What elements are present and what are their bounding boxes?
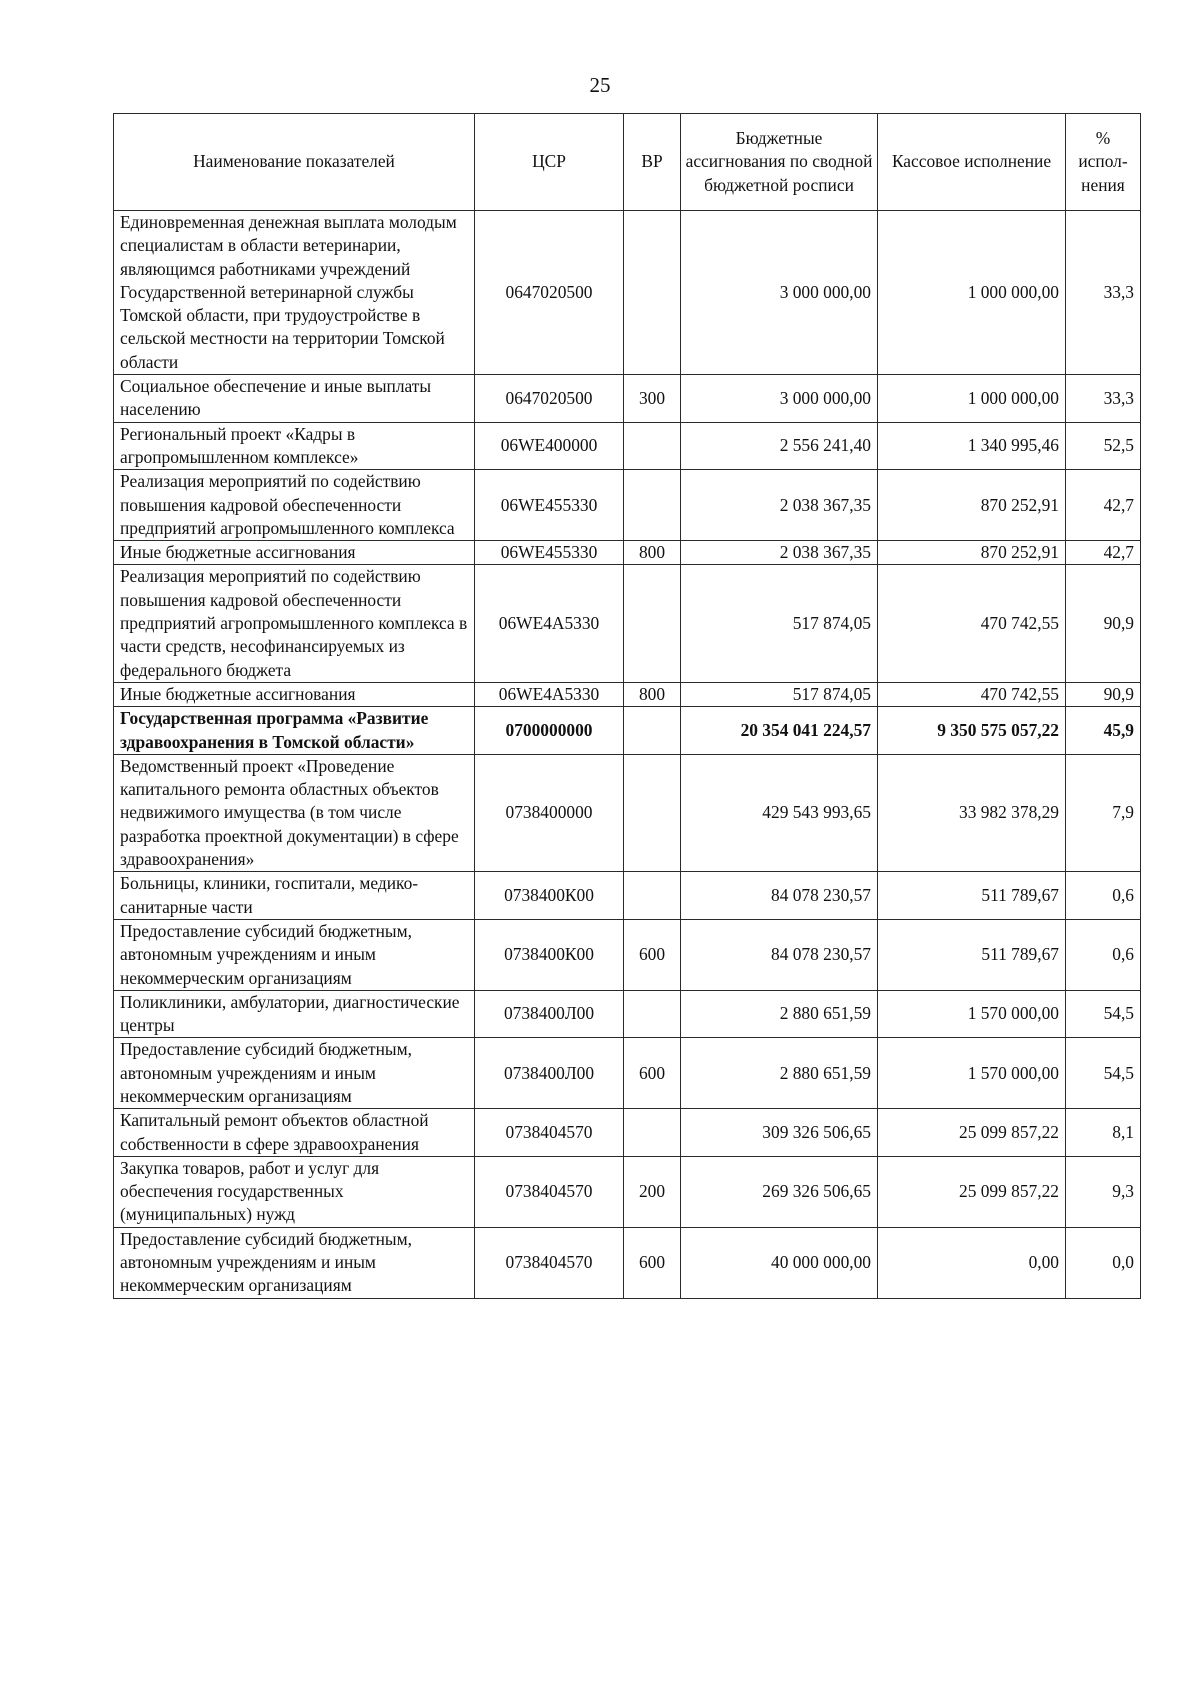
table-row <box>114 754 1141 871</box>
row-pct: 9,3 <box>1066 1156 1141 1227</box>
row-name: Иные бюджетные ассигнования <box>114 541 475 565</box>
row-csr: 0738404570 <box>475 1156 624 1227</box>
row-cash: 9 350 575 057,22 <box>878 707 1066 755</box>
row-budget: 3 000 000,00 <box>681 375 878 423</box>
row-name: Предоставление субсидий бюджетным, автономным учреждениям и иным некоммерческим организациям <box>114 1038 475 1109</box>
row-vr <box>624 1109 681 1157</box>
row-cash: 0,00 <box>878 1227 1066 1298</box>
row-vr <box>624 707 681 755</box>
row-name: Капитальный ремонт объектов областной собственности в сфере здравоохранения <box>114 1109 475 1157</box>
row-csr: 06WE4A5330 <box>475 682 624 706</box>
row-cash: 870 252,91 <box>878 541 1066 565</box>
row-name: Предоставление субсидий бюджетным, автономным учреждениям и иным некоммерческим организациям <box>114 919 475 990</box>
row-csr: 0738400К00 <box>475 919 624 990</box>
row-pct: 8,1 <box>1066 1109 1141 1157</box>
row-pct: 45,9 <box>1066 707 1141 755</box>
row-vr: 600 <box>624 1227 681 1298</box>
row-name: Больницы, клиники, госпитали, медико-санитарные части <box>114 872 475 920</box>
row-csr: 0738400Л00 <box>475 1038 624 1109</box>
table-row <box>114 919 1141 990</box>
row-cash: 1 570 000,00 <box>878 1038 1066 1109</box>
row-pct: 0,6 <box>1066 919 1141 990</box>
row-budget: 517 874,05 <box>681 682 878 706</box>
row-pct: 42,7 <box>1066 470 1141 541</box>
row-vr <box>624 872 681 920</box>
row-budget: 429 543 993,65 <box>681 754 878 871</box>
row-budget: 2 038 367,35 <box>681 470 878 541</box>
row-vr: 800 <box>624 541 681 565</box>
header-budget: Бюджетные ассигнования по сводной бюджетной росписи <box>681 114 878 211</box>
row-cash: 511 789,67 <box>878 919 1066 990</box>
header-cash: Кассовое исполнение <box>878 114 1066 211</box>
row-vr: 800 <box>624 682 681 706</box>
row-vr <box>624 754 681 871</box>
row-vr: 600 <box>624 1038 681 1109</box>
row-name: Единовременная денежная выплата молодым специалистам в области ветеринарии, являющимся работниками учреждений Государственной ветеринарной службы Томской области, при трудоустройстве в сельской местности на территории Томской области <box>114 211 475 375</box>
table-row <box>114 872 1141 920</box>
row-budget: 2 880 651,59 <box>681 990 878 1038</box>
page-number: 25 <box>589 73 611 97</box>
row-csr: 0738400Л00 <box>475 990 624 1038</box>
row-budget: 40 000 000,00 <box>681 1227 878 1298</box>
row-pct: 42,7 <box>1066 541 1141 565</box>
row-csr: 0738404570 <box>475 1227 624 1298</box>
row-pct: 33,3 <box>1066 375 1141 423</box>
row-cash: 1 000 000,00 <box>878 211 1066 375</box>
row-budget: 20 354 041 224,57 <box>681 707 878 755</box>
row-csr: 0647020500 <box>475 211 624 375</box>
table-row <box>114 422 1141 470</box>
row-cash: 470 742,55 <box>878 565 1066 682</box>
table-row <box>114 990 1141 1038</box>
table-row <box>114 541 1141 565</box>
row-name: Региональный проект «Кадры в агропромышленном комплексе» <box>114 422 475 470</box>
row-cash: 33 982 378,29 <box>878 754 1066 871</box>
row-csr: 06WE455330 <box>475 470 624 541</box>
row-vr: 200 <box>624 1156 681 1227</box>
table-row <box>114 1156 1141 1227</box>
row-cash: 1 000 000,00 <box>878 375 1066 423</box>
row-vr <box>624 565 681 682</box>
table-row <box>114 1109 1141 1157</box>
row-budget: 2 880 651,59 <box>681 1038 878 1109</box>
row-name: Закупка товаров, работ и услуг для обеспечения государственных (муниципальных) нужд <box>114 1156 475 1227</box>
row-cash: 25 099 857,22 <box>878 1156 1066 1227</box>
row-name: Иные бюджетные ассигнования <box>114 682 475 706</box>
header-vr: ВР <box>624 114 681 211</box>
row-vr <box>624 422 681 470</box>
row-cash: 470 742,55 <box>878 682 1066 706</box>
table-row <box>114 682 1141 706</box>
header-pct: % испол-нения <box>1066 114 1141 211</box>
row-csr: 06WE455330 <box>475 541 624 565</box>
row-vr <box>624 470 681 541</box>
row-vr <box>624 211 681 375</box>
row-csr: 0738400К00 <box>475 872 624 920</box>
row-name: Реализация мероприятий по содействию повышения кадровой обеспеченности предприятий агропромышленного комплекса <box>114 470 475 541</box>
row-csr: 06WE4A5330 <box>475 565 624 682</box>
row-name: Социальное обеспечение и иные выплаты населению <box>114 375 475 423</box>
row-csr: 06WE400000 <box>475 422 624 470</box>
row-vr: 300 <box>624 375 681 423</box>
row-cash: 1 570 000,00 <box>878 990 1066 1038</box>
row-csr: 0738404570 <box>475 1109 624 1157</box>
table-row <box>114 1227 1141 1298</box>
table-row <box>114 375 1141 423</box>
row-name: Ведомственный проект «Проведение капитального ремонта областных объектов недвижимого имущества (в том числе разработка проектной документации) в сфере здравоохранения» <box>114 754 475 871</box>
row-name: Реализация мероприятий по содействию повышения кадровой обеспеченности предприятий агропромышленного комплекса в части средств, несофинансируемых из федерального бюджета <box>114 565 475 682</box>
row-budget: 3 000 000,00 <box>681 211 878 375</box>
row-name: Поликлиники, амбулатории, диагностические центры <box>114 990 475 1038</box>
row-budget: 2 038 367,35 <box>681 541 878 565</box>
row-pct: 54,5 <box>1066 990 1141 1038</box>
row-budget: 2 556 241,40 <box>681 422 878 470</box>
row-pct: 7,9 <box>1066 754 1141 871</box>
row-pct: 33,3 <box>1066 211 1141 375</box>
row-budget: 269 326 506,65 <box>681 1156 878 1227</box>
row-cash: 1 340 995,46 <box>878 422 1066 470</box>
row-vr <box>624 990 681 1038</box>
header-csr: ЦСР <box>475 114 624 211</box>
row-pct: 90,9 <box>1066 682 1141 706</box>
row-pct: 52,5 <box>1066 422 1141 470</box>
budget-table <box>113 113 1141 1299</box>
row-csr: 0738400000 <box>475 754 624 871</box>
table-row <box>114 565 1141 682</box>
row-cash: 511 789,67 <box>878 872 1066 920</box>
row-csr: 0700000000 <box>475 707 624 755</box>
row-vr: 600 <box>624 919 681 990</box>
table-row <box>114 707 1141 755</box>
table-header-row <box>114 114 1141 211</box>
row-pct: 0,6 <box>1066 872 1141 920</box>
row-pct: 0,0 <box>1066 1227 1141 1298</box>
row-pct: 90,9 <box>1066 565 1141 682</box>
row-name: Государственная программа «Развитие здравоохранения в Томской области» <box>114 707 475 755</box>
row-pct: 54,5 <box>1066 1038 1141 1109</box>
row-cash: 25 099 857,22 <box>878 1109 1066 1157</box>
row-name: Предоставление субсидий бюджетным, автономным учреждениям и иным некоммерческим организациям <box>114 1227 475 1298</box>
header-name: Наименование показателей <box>114 114 475 211</box>
table-body <box>114 211 1141 1299</box>
table-row <box>114 1038 1141 1109</box>
row-cash: 870 252,91 <box>878 470 1066 541</box>
row-budget: 84 078 230,57 <box>681 872 878 920</box>
table-row <box>114 470 1141 541</box>
row-budget: 84 078 230,57 <box>681 919 878 990</box>
row-csr: 0647020500 <box>475 375 624 423</box>
table-row <box>114 211 1141 375</box>
row-budget: 517 874,05 <box>681 565 878 682</box>
row-budget: 309 326 506,65 <box>681 1109 878 1157</box>
